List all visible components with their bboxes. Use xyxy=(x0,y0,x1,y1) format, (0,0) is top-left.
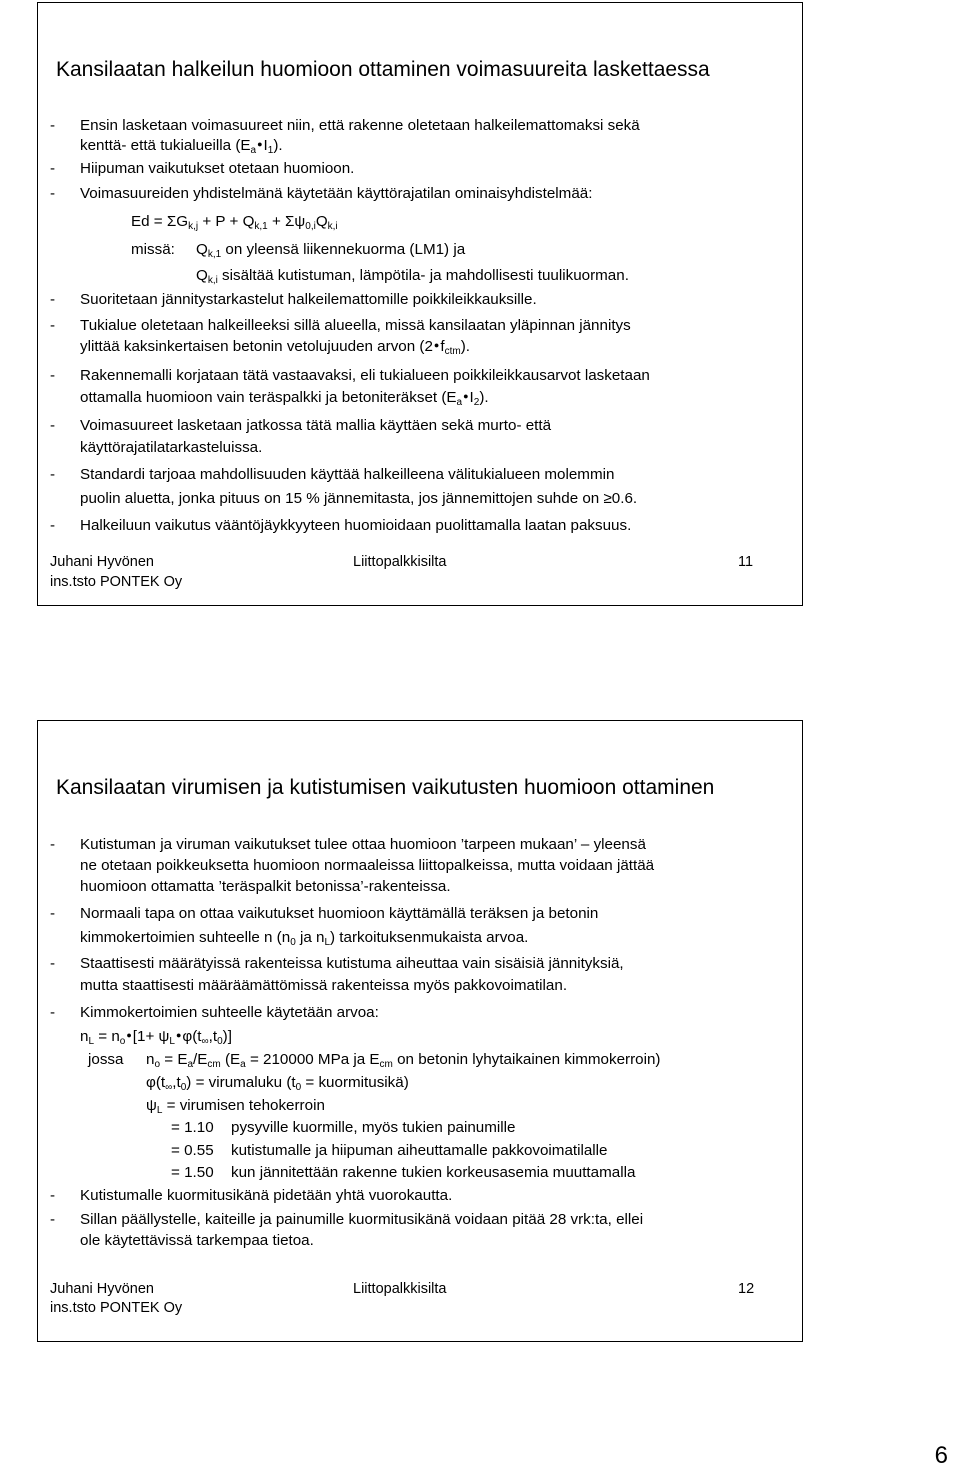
bullet-text: Kimmokertoimien suhteelle käytetään arvoa: xyxy=(80,1004,379,1021)
bullet-text: Tukialue oletetaan halkeilleeksi sillä alueella, missä kansilaatan yläpinnan jännitys xyxy=(80,317,631,334)
bullet-dash: - xyxy=(50,1187,56,1204)
footer-page-number: 11 xyxy=(738,554,754,570)
bullet-dash: - xyxy=(50,367,56,384)
bullet-text: Kutistuman ja viruman vaikutukset tulee ottaa huomioon ’tarpeen mukaan’ – yleensä xyxy=(80,836,646,853)
bullet-text: kimmokertoimien suhteelle n ($n_0$ ja $n_L$) tarkoituksenmukaista arvoa. xyxy=(80,929,529,948)
slide-12 xyxy=(37,720,803,1342)
bullet-text: mutta staattisesti määräämättömissä rakenteissa myös pakkovoimatilan. xyxy=(80,977,568,994)
bullet-text: ylittää kaksinkertaisen betonin vetolujuuden arvon $(2●f_{ctm})$. xyxy=(80,338,470,357)
bullet-dash: - xyxy=(50,466,56,483)
bullet-text: ne otetaan poikkeuksetta huomioon normaaleissa liittopalkeissa, mutta voidaan jättää xyxy=(80,857,655,874)
bullet-text: käyttörajatilatarkasteluissa. xyxy=(80,439,263,456)
bullet-text: Staattisesti määrätyissä rakenteissa kutistuma aiheuttaa vain sisäisiä jännityksiä, xyxy=(80,955,624,972)
slide-title: Kansilaatan virumisen ja kutistumisen vaikutusten huomioon ottaminen xyxy=(56,776,715,799)
formula-psi: $\psi_L$ = virumisen tehokerroin xyxy=(146,1097,325,1116)
bullet-dash: - xyxy=(50,185,56,202)
footer-topic: Liittopalkkisilta xyxy=(353,554,447,570)
bullet-text: ole käytettävissä tarkempaa tietoa. xyxy=(80,1232,314,1249)
psi-value-description: kutistumalle ja hiipuman aiheuttamalle pakkovoimatilalle xyxy=(231,1142,608,1159)
bullet-dash: - xyxy=(50,117,56,134)
formula-no: $n_o = E_a/E_{cm}$ ($E_a = 210000$ MPa ja $E_{cm}$ on betonin lyhytaikainen kimmokerroin) xyxy=(146,1051,661,1070)
footer-author: Juhani Hyvönen xyxy=(50,554,154,570)
bullet-dash: - xyxy=(50,291,56,308)
bullet-text: Halkeiluun vaikutus vääntöjäykkyyteen huomioidaan puolittamalla laatan paksuus. xyxy=(80,517,632,534)
jossa-label: jossa xyxy=(88,1051,124,1068)
bullet-dash: - xyxy=(50,160,56,177)
psi-value-description: pysyville kuormille, myös tukien painumille xyxy=(231,1119,516,1136)
footer-author: Juhani Hyvönen xyxy=(50,1281,154,1297)
bullet-dash: - xyxy=(50,955,56,972)
bullet-dash: - xyxy=(50,417,56,434)
bullet-text: Normaali tapa on ottaa vaikutukset huomioon käyttämällä teräksen ja betonin xyxy=(80,905,599,922)
bullet-dash: - xyxy=(50,1004,56,1021)
bullet-text: Suoritetaan jännitystarkastelut halkeilemattomille poikkileikkauksille. xyxy=(80,291,537,308)
equation-ed: $Ed = \Sigma G_{k,j} + P + Q_{k,1} + \Sigma\psi_{0,i}Q_{k,i}$ xyxy=(131,213,338,232)
bullet-text: puolin aluetta, jonka pituus on 15 % jännemitasta, jos jännemittojen suhde on ≥0.6. xyxy=(80,490,638,507)
psi-value: = 1.10 xyxy=(171,1119,214,1136)
document-page-number: 6 xyxy=(934,1442,948,1469)
footer-company: ins.tsto PONTEK Oy xyxy=(50,574,183,590)
bullet-text: Kutistumalle kuormitusikänä pidetään yhtä vuorokautta. xyxy=(80,1187,453,1204)
bullet-dash: - xyxy=(50,517,56,534)
footer-page-number: 12 xyxy=(738,1281,755,1297)
bullet-text: Voimasuureet lasketaan jatkossa tätä mallia käyttäen sekä murto- että xyxy=(80,417,552,434)
slide-title: Kansilaatan halkeilun huomioon ottaminen voimasuureita laskettaessa xyxy=(56,58,710,81)
bullet-text: huomioon ottamatta ’teräspalkit betonissa’-rakenteissa. xyxy=(80,878,451,895)
formula-phi: $\varphi(t_\infty,t_0)$ = virumaluku ($t_0$ = kuormitusikä) xyxy=(146,1074,409,1093)
missa-label: missä: xyxy=(131,241,175,258)
bullet-text: Ensin lasketaan voimasuureet niin, että rakenne oletetaan halkeilemattomaksi sekä xyxy=(80,117,640,134)
bullet-text: ottamalla huomioon vain teräspalkki ja betoniteräkset $(E_a●I_2)$. xyxy=(80,389,489,408)
bullet-dash: - xyxy=(50,1211,56,1228)
bullet-dash: - xyxy=(50,905,56,922)
psi-value: = 1.50 xyxy=(171,1164,214,1181)
bullet-dash: - xyxy=(50,836,56,853)
psi-value: = 0.55 xyxy=(171,1142,214,1159)
q-ki-definition: $Q_{k,i}$ sisältää kutistuman, lämpötila- ja mahdollisesti tuulikuorman. xyxy=(196,267,629,286)
bullet-text: Sillan päällystelle, kaiteille ja painumille kuormitusikänä voidaan pitää 28 vrk:ta, ellei xyxy=(80,1211,644,1228)
bullet-text: Voimasuureiden yhdistelmänä käytetään käyttörajatilan ominaisyhdistelmää: xyxy=(80,185,593,202)
bullet-text: Rakennemalli korjataan tätä vastaavaksi, eli tukialueen poikkileikkausarvot lasketaan xyxy=(80,367,650,384)
formula-nl: $n_L$ = $n_o●[1+$ $\psi_L●\varphi(t_\infty,t_0)$] xyxy=(80,1028,232,1047)
footer-topic: Liittopalkkisilta xyxy=(353,1281,447,1297)
bullet-text: Standardi tarjoaa mahdollisuuden käyttää halkeilleena välitukialueen molemmin xyxy=(80,466,615,483)
bullet-text: kenttä- että tukialueilla $(E_a●I_1)$. xyxy=(80,137,283,156)
psi-value-description: kun jännitettään rakenne tukien korkeusasemia muuttamalla xyxy=(231,1164,636,1181)
footer-company: ins.tsto PONTEK Oy xyxy=(50,1300,183,1316)
q-k1-definition: $Q_{k,1}$ on yleensä liikennekuorma (LM1) ja xyxy=(196,241,466,260)
bullet-dash: - xyxy=(50,317,56,334)
bullet-text: Hiipuman vaikutukset otetaan huomioon. xyxy=(80,160,355,177)
slide-11 xyxy=(37,2,803,606)
